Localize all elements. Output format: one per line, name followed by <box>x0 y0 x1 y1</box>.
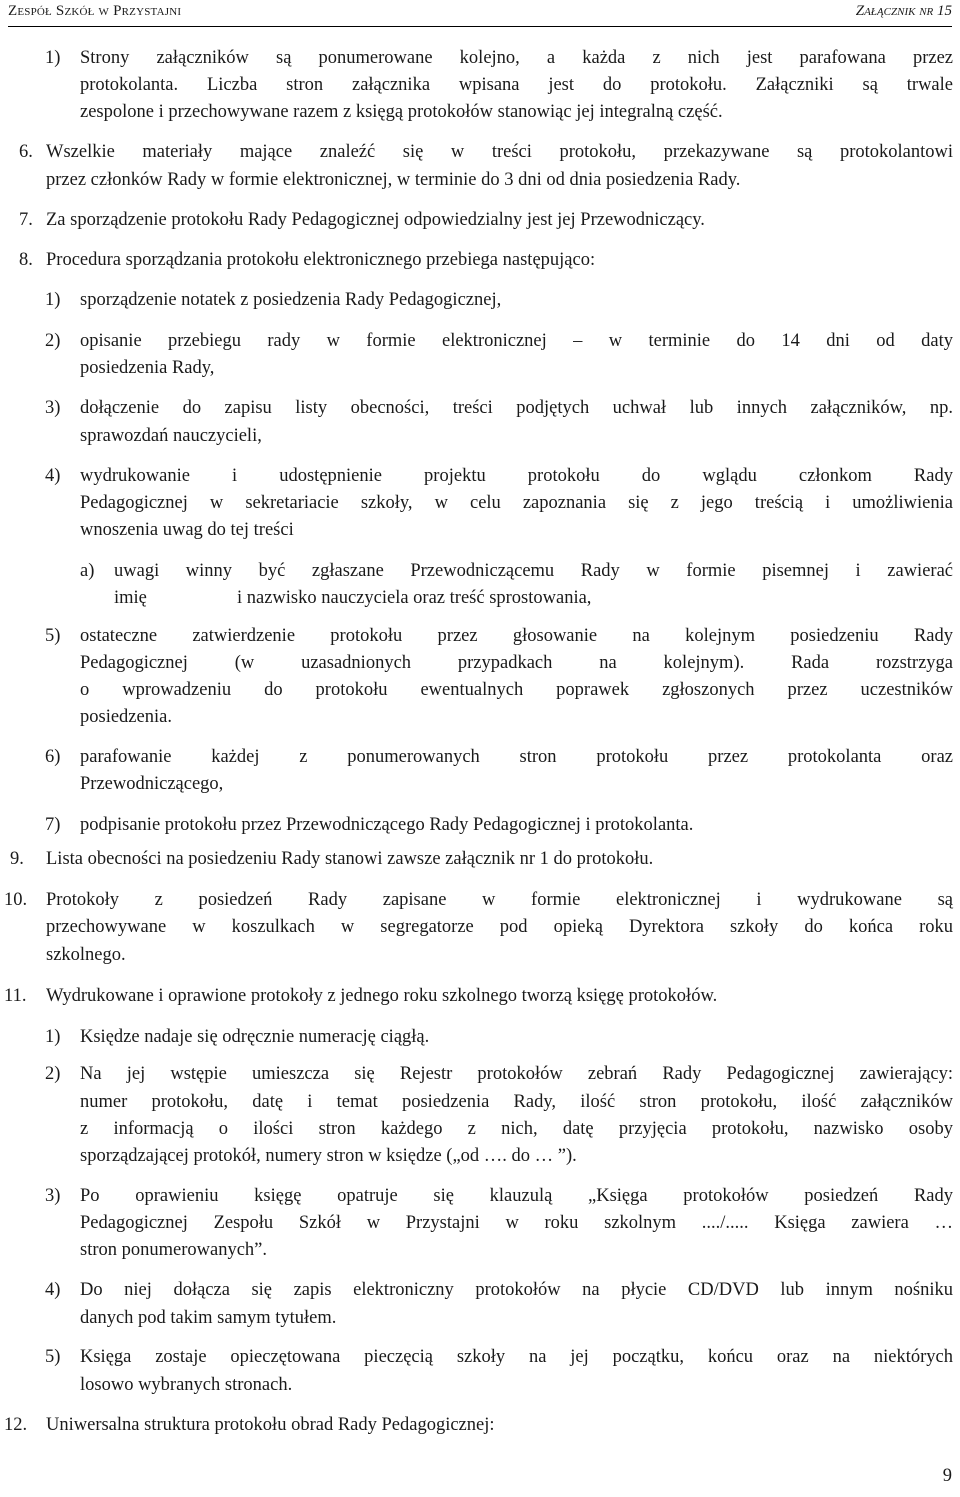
header-attachment-label: Załącznik nr 15 <box>855 3 952 19</box>
item-number: 1) <box>45 290 61 310</box>
text-line: sporządzenie notatek z posiedzenia Rady Pedagogicznej, <box>80 290 502 310</box>
text-line: i nazwisko nauczyciela oraz treść sprostowania, <box>237 588 592 608</box>
text-line: losowo wybranych stronach. <box>80 1375 293 1395</box>
text-line: sprawozdań nauczycieli, <box>80 426 262 446</box>
text-line: wnoszenia uwag do tej treści <box>80 520 294 540</box>
text-line: Pedagogicznej Zespołu Szkół w Przystajni w roku szkolnym ..../..... Księga zawiera … <box>80 1213 953 1233</box>
text-line: Pedagogicznej (w uzasadnionych przypadkach na kolejnym). Rada rozstrzyga <box>80 653 953 673</box>
text-line: Księdze nadaje się odręcznie numerację ciągłą. <box>80 1027 430 1047</box>
item-number: 7) <box>45 815 61 835</box>
item-number: 5) <box>45 1347 61 1367</box>
page-number: 9 <box>942 1466 952 1486</box>
page-header <box>8 0 952 27</box>
text-line: Przewodniczącego, <box>80 774 224 794</box>
text-line: numer protokołu, datę i temat posiedzenia Rady, ilość stron protokołu, ilość załączników <box>80 1092 953 1112</box>
text-line: podpisanie protokołu przez Przewodniczącego Rady Pedagogicznej i protokolanta. <box>80 815 694 835</box>
text-line: posiedzenia. <box>80 707 172 727</box>
text-line: Strony załączników są ponumerowane kolejno, a każda z nich jest parafowana przez <box>80 48 953 68</box>
text-line: przez członków Rady w formie elektronicznej, w terminie do 3 dni od dnia posiedzenia Rady. <box>46 170 741 190</box>
item-number: 2) <box>45 331 61 351</box>
text-line: szkolnego. <box>46 945 126 965</box>
text-line: protokolanta. Liczba stron załącznika wpisana jest do protokołu. Załączniki są trwale <box>80 75 953 95</box>
text-line: stron ponumerowanych”. <box>80 1240 268 1260</box>
text-line: zespolone i przechowywane razem z księgą protokołów stanowiąc jej integralną część. <box>80 102 723 122</box>
text-line: parafowanie każdej z ponumerowanych stron protokołu przez protokolanta oraz <box>80 747 953 767</box>
text-line: danych pod takim samym tytułem. <box>80 1308 337 1328</box>
item-number: 5) <box>45 626 61 646</box>
paragraph-number: 11. <box>4 986 27 1006</box>
paragraph-number: 9. <box>10 849 24 869</box>
item-number: 4) <box>45 1280 61 1300</box>
text-line: Protokoły z posiedzeń Rady zapisane w formie elektronicznej i wydrukowane są <box>46 890 953 910</box>
paragraph-number: 7. <box>19 210 33 230</box>
text-line: Do niej dołącza się zapis elektroniczny protokołów na płycie CD/DVD lub innym nośniku <box>80 1280 953 1300</box>
text-line: posiedzenia Rady, <box>80 358 215 378</box>
text-line: Na jej wstępie umieszcza się Rejestr protokołów zebrań Rady Pedagogicznej zawierający: <box>80 1064 953 1084</box>
text-line: opisanie przebiegu rady w formie elektronicznej – w terminie do 14 dni od daty <box>80 331 953 351</box>
item-number: 3) <box>45 398 61 418</box>
text-line: Po oprawieniu księgę opatruje się klauzulą „Księga protokołów posiedzeń Rady <box>80 1186 953 1206</box>
text-line: uwagi winny być zgłaszane Przewodniczącemu Rady w formie pisemnej i zawierać <box>114 561 953 581</box>
text-line: Księga zostaje opieczętowana pieczęcią szkoły na jej początku, końcu oraz na niektórych <box>80 1347 953 1367</box>
item-number: 1) <box>45 48 61 68</box>
text-line: Lista obecności na posiedzeniu Rady stanowi zawsze załącznik nr 1 do protokołu. <box>46 849 654 869</box>
text-line: Pedagogicznej w sekretariacie szkoły, w celu zapoznania się z jego treścią i umożliwienia <box>80 493 953 513</box>
paragraph-number: 8. <box>19 250 33 270</box>
text-line: ostateczne zatwierdzenie protokołu przez głosowanie na kolejnym posiedzeniu Rady <box>80 626 953 646</box>
item-number: 1) <box>45 1027 61 1047</box>
text-line: wydrukowanie i udostępnienie projektu protokołu do wglądu członkom Rady <box>80 466 953 486</box>
header-school-name: Zespół Szkół w Przystajni <box>8 3 182 19</box>
text-line: z informacją o ilości stron każdego z nich, datę przyjęcia protokołu, nazwisko osoby <box>80 1119 953 1139</box>
text-line: Za sporządzenie protokołu Rady Pedagogicznej odpowiedzialny jest jej Przewodniczący. <box>46 210 705 230</box>
paragraph-number: 6. <box>19 142 33 162</box>
item-number: 2) <box>45 1064 61 1084</box>
text-line: imię <box>114 588 147 608</box>
item-number: 3) <box>45 1186 61 1206</box>
text-line: sporządzającej protokół, numery stron w księdze („od …. do … ”). <box>80 1146 577 1166</box>
paragraph-number: 12. <box>4 1415 28 1435</box>
text-line: Wszelkie materiały mające znaleźć się w treści protokołu, przekazywane są protokolantowi <box>46 142 953 162</box>
text-line: Uniwersalna struktura protokołu obrad Rady Pedagogicznej: <box>46 1415 495 1435</box>
item-number: 6) <box>45 747 61 767</box>
text-line: przechowywane w koszulkach w segregatorze pod opieką Dyrektora szkoły do końca roku <box>46 917 953 937</box>
text-line: Wydrukowane i oprawione protokoły z jednego roku szkolnego tworzą księgę protokołów. <box>46 986 718 1006</box>
text-line: dołączenie do zapisu listy obecności, treści podjętych uchwał lub innych załączników, np. <box>80 398 953 418</box>
paragraph-number: 10. <box>4 890 28 910</box>
sub-item-number: a) <box>80 561 95 581</box>
item-number: 4) <box>45 466 61 486</box>
text-line: Procedura sporządzania protokołu elektronicznego przebiega następująco: <box>46 250 596 270</box>
text-line: o wprowadzeniu do protokołu ewentualnych poprawek zgłoszonych przez uczestników <box>80 680 953 700</box>
